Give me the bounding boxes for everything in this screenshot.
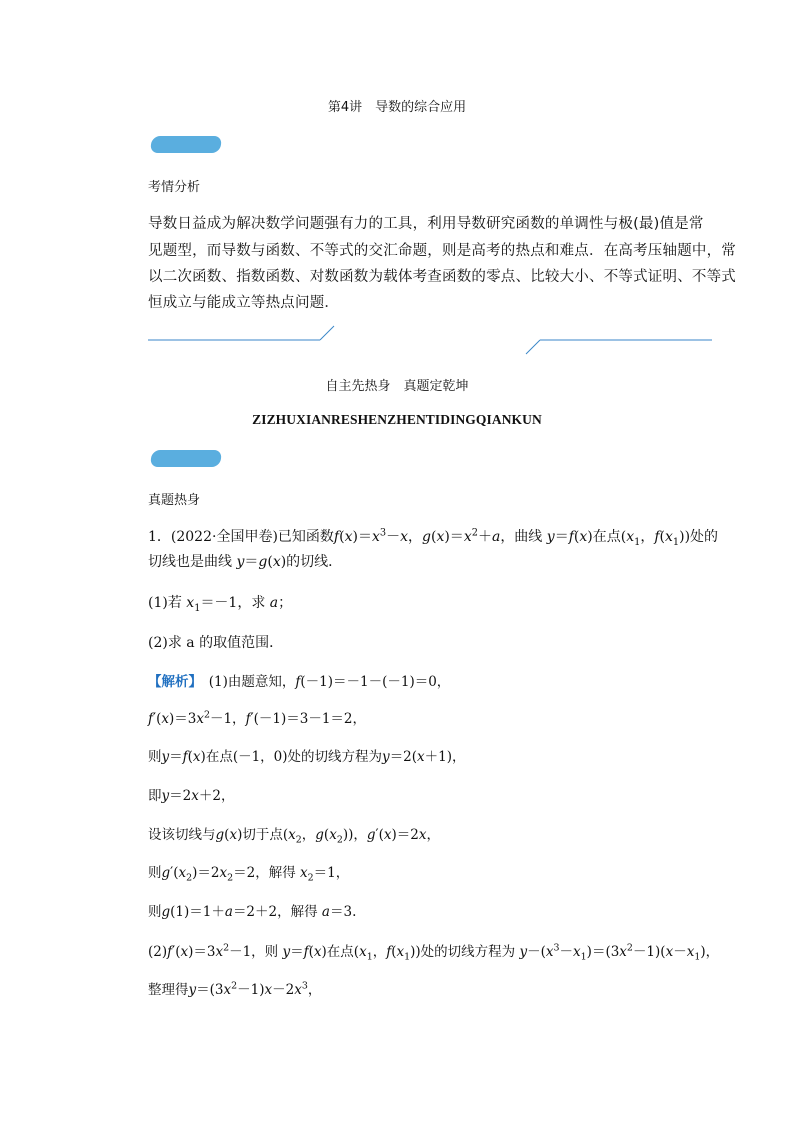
analysis-line-3: 以二次函数、指数函数、对数函数为载体考查函数的零点、比较大小、不等式证明、不等式 xyxy=(148,269,736,285)
solution-line-1: 【解析】 (1)由题意知，f(－1)＝－1－(－1)＝0， xyxy=(148,674,451,690)
solution-line-7: 则g(1)＝1＋a＝2＋2，解得 a＝3. xyxy=(148,904,357,920)
banner-pinyin: ZIZHUXIANRESHENZHENTIDINGQIANKUN xyxy=(252,412,542,427)
section-heading-analysis: 考情分析 xyxy=(148,180,201,195)
solution-line-2: $f'(x)=3x^2-1$，f′(－1)＝3－1＝2， xyxy=(148,709,367,727)
solution-line-5: 设该切线与g(x)切于点($x_2$，$g(x_2)$)，g′(x)＝2x， xyxy=(148,827,440,846)
solution-line-9: 整理得$y=(3x^2-1)x-2x^3$， xyxy=(148,980,322,998)
page-title: 第4讲 导数的综合应用 xyxy=(327,100,467,115)
problem-intro: 1．(2022·全国甲卷)已知函数 xyxy=(148,529,334,545)
section-heading-warmup: 真题热身 xyxy=(148,493,201,508)
solution-line-3: 则y＝f(x)在点(－1，0)处的切线方程为y＝2(x＋1)， xyxy=(148,749,466,765)
problem-part-1-text: (1)若 xyxy=(148,595,182,611)
banner-title: 自主先热身 真题定乾坤 xyxy=(325,379,469,394)
section-marker-2 xyxy=(150,450,222,467)
problem-line-1: 1．(2022·全国甲卷)已知函数$f(x)=x^3-x$，$g(x)=x^2+a$，曲线 y＝f(x)在点($x_1$，$f(x_1)$)处的 xyxy=(148,527,719,548)
solution-line-6-text: 则 xyxy=(148,865,162,881)
section-divider xyxy=(148,324,712,358)
solution-line-7-text: 则 xyxy=(148,904,162,920)
solution-line-6: 则$g'(x_2)=2x_2=2$，解得 $x_2=1$， xyxy=(148,865,350,884)
solution-line-3b: 在点(－1，0)处的切线方程为 xyxy=(205,749,383,765)
solution-line-1-text: (1)由题意知， xyxy=(208,674,296,690)
problem-line-2-text: 切线也是曲线 xyxy=(148,554,232,570)
solution-tag: 【解析】 xyxy=(148,674,196,690)
analysis-line-2: 见题型，而导数与函数、不等式的交汇命题，则是高考的热点和难点．在高考压轴题中，常 xyxy=(148,243,736,259)
solution-line-4: 即y＝2x＋2， xyxy=(148,788,235,804)
problem-part-1: (1)若 $x_1=-1$，求 a； xyxy=(148,595,293,614)
analysis-line-1: 导数日益成为解决数学问题强有力的工具，利用导数研究函数的单调性与极(最)值是常 xyxy=(148,216,704,232)
solution-line-4-text: 即 xyxy=(148,788,162,804)
section-marker-1 xyxy=(150,136,222,153)
solution-line-9-text: 整理得 xyxy=(148,982,189,998)
solution-line-8: $(2)f'(x)=3x^2-1$，则 y＝f(x)在点($x_1$，$f(x_1)$)处的切线方程为 $y-(x^3-x_1)=(3x^2-1)(x-x_1)$， xyxy=(148,942,720,963)
solution-line-8-text: (2) xyxy=(148,944,168,960)
solution-line-3a: 则 xyxy=(148,749,162,765)
problem-line-2: 切线也是曲线 y＝g(x)的切线． xyxy=(148,554,343,570)
problem-part-2: (2)求 a 的取值范围． xyxy=(148,635,284,651)
analysis-line-4: 恒成立与能成立等热点问题． xyxy=(148,295,340,311)
solution-line-5-text: 设该切线与 xyxy=(148,827,216,843)
